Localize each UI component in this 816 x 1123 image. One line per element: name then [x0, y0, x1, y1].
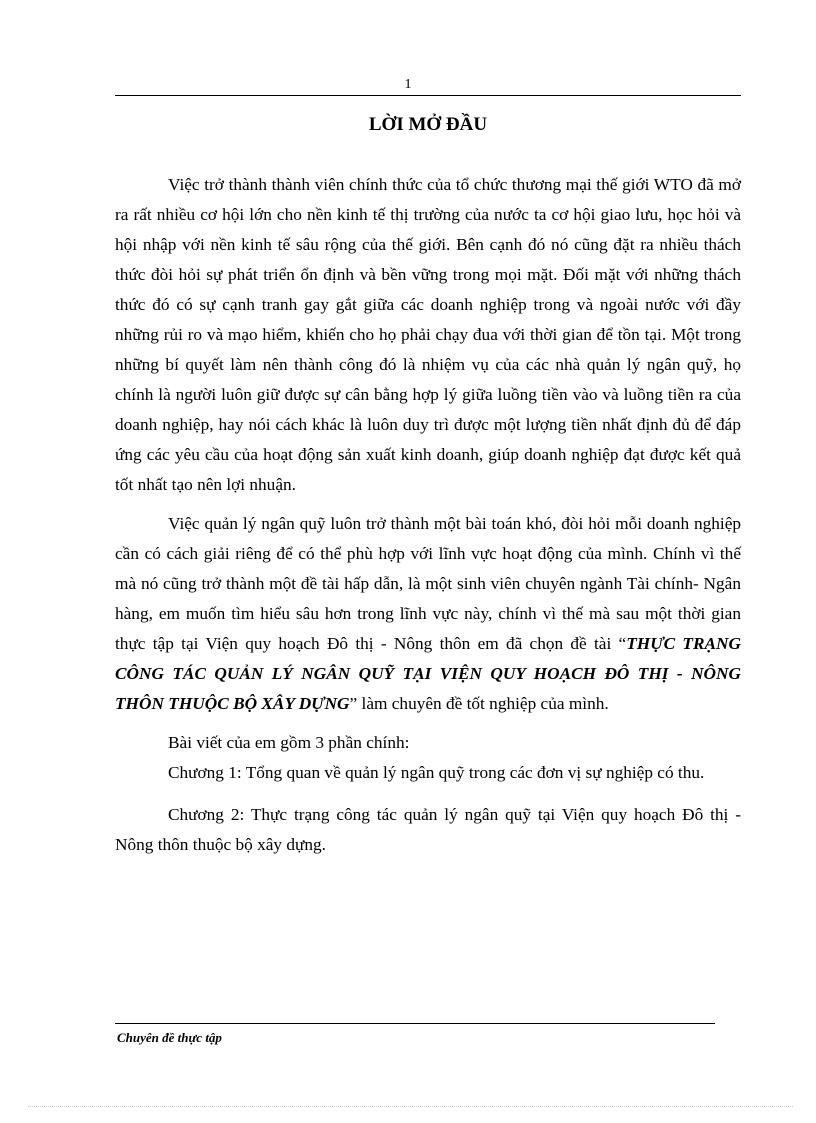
chapter-2-paragraph: Chương 2: Thực trạng công tác quản lý ngân quỹ tại Viện quy hoạch Đô thị - Nông thôn thuộc bộ xây dựng. — [115, 805, 741, 854]
structure-intro-paragraph: Bài viết của em gồm 3 phần chính: — [168, 733, 410, 752]
chapter-1-paragraph: Chương 1: Tổng quan về quản lý ngân quỹ trong các đơn vị sự nghiệp có thu. — [168, 763, 705, 782]
header-rule — [115, 95, 741, 96]
topic-text-before: Việc quản lý ngân quỹ luôn trở thành một bài toán khó, đòi hỏi mỗi doanh nghiệp cần có cách giải riêng để có thể phù hợp với lĩnh vực hoạt động của mình. Chính vì thế mà nó cũng trở thành một đề tài hấp dẫn, là một sinh viên chuyên ngành Tài chính- Ngân hàng, em muốn tìm hiểu sâu hơn trong lĩnh vực này, chính vì thế mà sau một thời gian thực tập tại Viện quy hoạch Đô thị - Nông thôn em đã chọn đề tài “ — [115, 514, 741, 653]
page-title: LỜI MỞ ĐẦU — [368, 113, 488, 135]
page-number: 1 — [404, 77, 412, 92]
footer-rule — [115, 1023, 715, 1024]
footer-text: Chuyên đề thực tập — [117, 1030, 222, 1045]
thesis-topic-title: THỰC TRẠNG CÔNG TÁC QUẢN LÝ NGÂN QUỸ TẠI VIỆN QUY HOẠCH ĐÔ THỊ - NÔNG THÔN THUỘC BỘ XÂY DỰNG — [115, 634, 741, 713]
page-edge-divider — [28, 1106, 793, 1107]
document-body — [115, 170, 741, 869]
topic-text-after: ” làm chuyên đề tốt nghiệp của mình. — [349, 694, 609, 713]
intro-paragraph: Việc trở thành thành viên chính thức của tổ chức thương mại thế giới WTO đã mở ra rất nhiều cơ hội lớn cho nền kinh tế thị trường của nước ta cơ hội giao lưu, học hỏi và hội nhập với nền kinh tế sâu rộng của thế giới. Bên cạnh đó nó cũng đặt ra nhiều thách thức đòi hỏi sự phát triển ổn định và bền vững trong mọi mặt. Đối mặt với những thách thức đó có sự cạnh tranh gay gắt giữa các doanh nghiệp trong và ngoài nước với đầy những rủi ro và mạo hiểm, khiến cho họ phải chạy đua với thời gian để tồn tại. Một trong những bí quyết làm nên thành công đó là nhiệm vụ của các nhà quản lý ngân quỹ, họ chính là người luôn giữ được sự cân bằng hợp lý giữa luồng tiền vào và luồng tiền ra của doanh nghiệp, hay nói cách khác là luôn duy trì được một lượng tiền nhất định đủ để đáp ứng các yêu cầu của hoạt động sản xuất kinh doanh, giúp doanh nghiệp đạt được kết quả tốt nhất tạo nên lợi nhuận. — [115, 175, 741, 494]
topic-paragraph — [115, 509, 741, 719]
